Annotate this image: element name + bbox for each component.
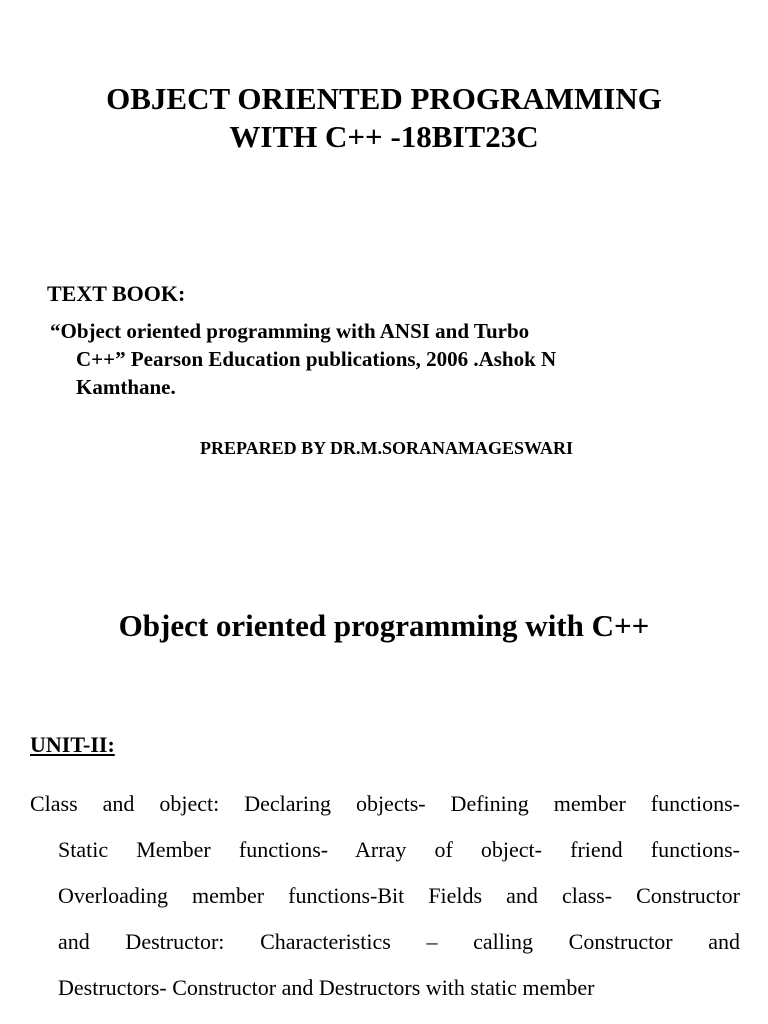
textbook-reference [50, 317, 690, 401]
slide-heading: Object oriented programming with C++ [118, 608, 650, 643]
unit-syllabus [30, 781, 740, 1011]
textbook-reference-line2: C++” Pearson Education publications, 2006 .Ashok N [76, 347, 557, 371]
syllabus-line: Static Member functions- Array of object- friend functions- [58, 837, 740, 862]
textbook-reference-line1: “Object oriented programming with ANSI and Turbo [50, 319, 530, 343]
course-title-line2: WITH C++ -18BIT23C [229, 119, 539, 154]
slide-title-page [0, 0, 768, 500]
slide-unit-overview [0, 500, 768, 1024]
syllabus-line: Destructors- Constructor and Destructors with static member [58, 975, 595, 1000]
prepared-by: PREPARED BY DR.M.SORANAMAGESWARI [200, 438, 574, 458]
unit-title: UNIT-II: [30, 732, 115, 757]
syllabus-line: and Destructor: Characteristics – calling Constructor and [58, 929, 740, 954]
syllabus-line: Overloading member functions-Bit Fields and class- Constructor [58, 883, 740, 908]
course-title [0, 80, 768, 156]
course-title-line1: OBJECT ORIENTED PROGRAMMING [106, 81, 662, 116]
textbook-reference-line3: Kamthane. [76, 375, 176, 399]
syllabus-line: Class and object: Declaring objects- Defining member functions- [30, 791, 740, 816]
textbook-heading: TEXT BOOK: [47, 281, 186, 306]
